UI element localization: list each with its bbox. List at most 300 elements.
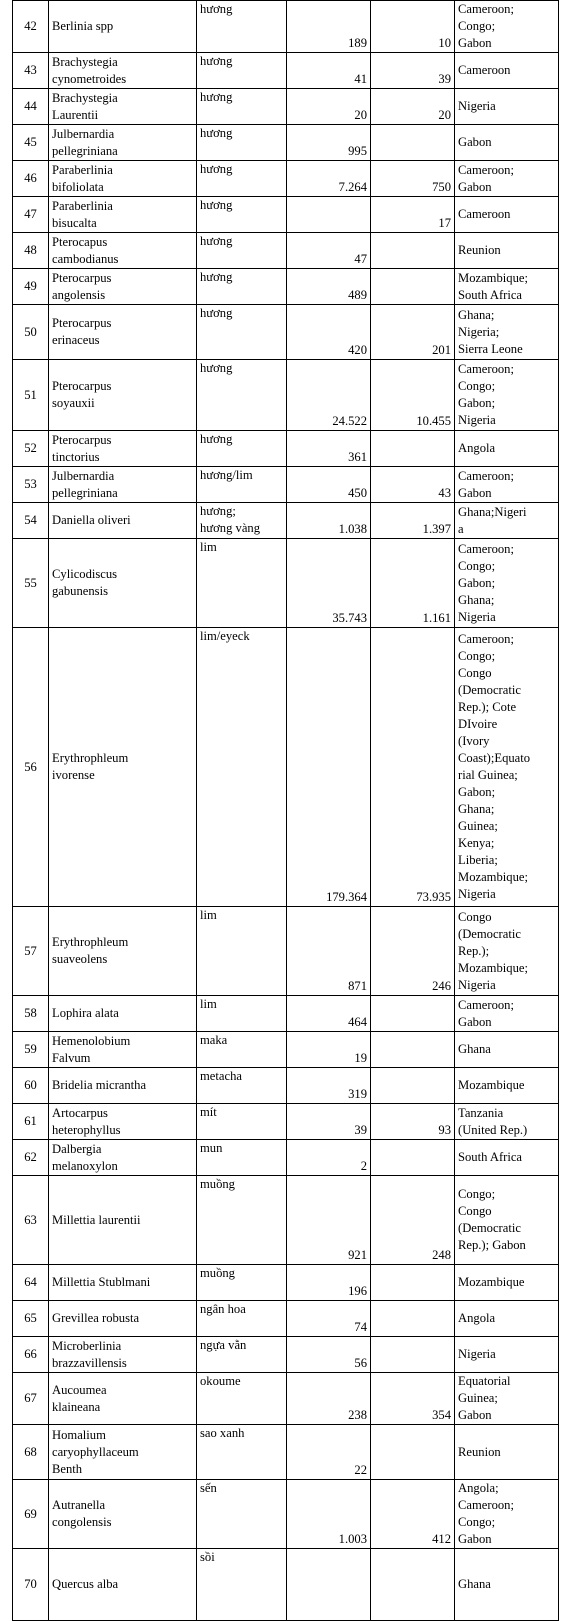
vietnamese-name-line: lim	[200, 908, 217, 922]
scientific-name-line: Berlinia spp	[52, 19, 114, 33]
country-line: Cameroon;	[458, 162, 514, 177]
row-number-cell: 49	[13, 269, 49, 305]
countries-cell	[455, 467, 559, 503]
row-number-cell: 52	[13, 431, 49, 467]
table-row	[13, 1, 559, 53]
country-line: Angola;	[458, 1481, 499, 1495]
scientific-name-line: caryophyllaceum	[52, 1444, 139, 1459]
scientific-name-line: Millettia laurentii	[52, 1212, 141, 1227]
table-row	[13, 53, 559, 89]
row-number-cell: 54	[13, 503, 49, 539]
scientific-name-cell	[49, 1032, 197, 1068]
row-number-cell: 62	[13, 1140, 49, 1176]
species-table-body	[13, 1, 559, 1621]
scientific-name-cell	[49, 628, 197, 907]
country-line: Nigeria	[458, 99, 496, 113]
country-line: Gabon	[458, 485, 492, 500]
scientific-name-line: Paraberlinia	[52, 198, 113, 213]
vietnamese-name-line: hương	[200, 2, 233, 16]
country-line: (Democratic	[458, 683, 521, 697]
country-line: Reunion	[458, 243, 501, 257]
scientific-name-line: Pterocarpus	[52, 270, 112, 285]
scientific-name-cell	[49, 89, 197, 125]
countries-cell	[455, 1068, 559, 1104]
scientific-name-line: melanoxylon	[52, 1158, 118, 1173]
scientific-name-cell	[49, 1549, 197, 1621]
scientific-name-cell	[49, 1104, 197, 1140]
vietnamese-name-cell	[197, 89, 287, 125]
volume-value-cell: 189	[287, 1, 371, 53]
volume-value-cell: 2	[287, 1140, 371, 1176]
country-line: Guinea;	[458, 1391, 498, 1405]
value-cell: 17	[371, 197, 455, 233]
vietnamese-name-cell	[197, 1301, 287, 1337]
country-line: Cameroon;	[458, 362, 514, 376]
country-line: Mozambique	[458, 1078, 525, 1092]
country-line: Mozambique;	[458, 870, 528, 884]
scientific-name-line: Dalbergia	[52, 1141, 102, 1156]
country-line: Gabon	[458, 1014, 492, 1029]
country-line: Guinea;	[458, 819, 498, 833]
scientific-name-line: Benth	[52, 1461, 83, 1476]
table-row	[13, 996, 559, 1032]
country-line: Ghana	[458, 1042, 491, 1056]
table-row	[13, 1265, 559, 1301]
volume-value-cell: 871	[287, 907, 371, 996]
scientific-name-cell	[49, 53, 197, 89]
scientific-name-cell	[49, 269, 197, 305]
countries-cell	[455, 89, 559, 125]
row-number-cell: 63	[13, 1176, 49, 1265]
scientific-name-line: Autranella	[52, 1498, 106, 1512]
vietnamese-name-line: lim	[200, 540, 217, 554]
scientific-name-cell	[49, 305, 197, 360]
country-line: South Africa	[458, 1150, 523, 1164]
vietnamese-name-line: hương	[200, 270, 233, 284]
scientific-name-line: klaineana	[52, 1399, 101, 1414]
table-row	[13, 125, 559, 161]
volume-value-cell: 179.364	[287, 628, 371, 907]
row-number-cell: 51	[13, 360, 49, 431]
table-row	[13, 503, 559, 539]
scientific-name-cell	[49, 1, 197, 53]
country-line: Ghana;	[458, 802, 495, 816]
volume-value-cell	[287, 1549, 371, 1621]
countries-cell	[455, 161, 559, 197]
value-cell: 248	[371, 1176, 455, 1265]
country-line: Gabon	[458, 135, 492, 149]
volume-value-cell: 20	[287, 89, 371, 125]
scientific-name-line: pellegriniana	[52, 143, 118, 158]
country-line: (Ivory	[458, 734, 490, 748]
country-line: (Democratic	[458, 1221, 521, 1235]
table-row	[13, 1301, 559, 1337]
volume-value-cell: 464	[287, 996, 371, 1032]
vietnamese-name-cell	[197, 1337, 287, 1373]
value-cell	[371, 233, 455, 269]
scientific-name-line: suaveolens	[52, 952, 108, 966]
vietnamese-name-cell	[197, 431, 287, 467]
vietnamese-name-cell	[197, 1480, 287, 1549]
row-number-cell: 57	[13, 907, 49, 996]
value-cell: 43	[371, 467, 455, 503]
vietnamese-name-cell	[197, 53, 287, 89]
vietnamese-name-line: mun	[200, 1141, 223, 1155]
scientific-name-line: Brachystegia	[52, 90, 118, 105]
value-cell	[371, 1425, 455, 1480]
scientific-name-line: Daniella oliveri	[52, 513, 131, 527]
country-line: Gabon	[458, 1408, 492, 1422]
scientific-name-line: angolensis	[52, 287, 106, 302]
row-number-cell: 66	[13, 1337, 49, 1373]
table-row	[13, 1425, 559, 1480]
value-cell: 201	[371, 305, 455, 360]
scientific-name-cell	[49, 503, 197, 539]
countries-cell	[455, 907, 559, 996]
country-line: Reunion	[458, 1444, 501, 1459]
scientific-name-line: Julbernardia	[52, 126, 115, 141]
country-line: Congo;	[458, 1515, 496, 1529]
row-number-cell: 69	[13, 1480, 49, 1549]
vietnamese-name-line: sao xanh	[200, 1426, 245, 1440]
country-line: Rep.);	[458, 943, 490, 958]
species-table	[12, 0, 559, 1621]
country-line: Liberia;	[458, 853, 498, 867]
volume-value-cell: 995	[287, 125, 371, 161]
country-line: Congo	[458, 666, 492, 680]
table-row	[13, 539, 559, 628]
scientific-name-cell	[49, 197, 197, 233]
volume-value-cell	[287, 197, 371, 233]
value-cell	[371, 996, 455, 1032]
volume-value-cell: 196	[287, 1265, 371, 1301]
countries-cell	[455, 1373, 559, 1425]
vietnamese-name-cell	[197, 269, 287, 305]
countries-cell	[455, 360, 559, 431]
vietnamese-name-cell	[197, 503, 287, 539]
scientific-name-line: Erythrophleum	[52, 935, 129, 949]
row-number-cell: 48	[13, 233, 49, 269]
volume-value-cell: 22	[287, 1425, 371, 1480]
scientific-name-line: Laurentii	[52, 107, 99, 122]
row-number-cell: 67	[13, 1373, 49, 1425]
country-line: Gabon;	[458, 575, 496, 590]
vietnamese-name-line: hương	[200, 162, 233, 176]
country-line: a	[458, 521, 464, 536]
scientific-name-line: Lophira alata	[52, 1006, 119, 1020]
countries-cell	[455, 305, 559, 360]
country-line: Nigeria	[458, 887, 496, 901]
vietnamese-name-cell	[197, 1068, 287, 1104]
vietnamese-name-line: hương	[200, 306, 233, 320]
country-line: Cameroon	[458, 63, 511, 77]
country-line: Gabon;	[458, 785, 496, 799]
volume-value-cell: 489	[287, 269, 371, 305]
country-line: DIvoire	[458, 717, 498, 731]
scientific-name-cell	[49, 1265, 197, 1301]
table-row	[13, 1373, 559, 1425]
country-line: Congo;	[458, 1187, 496, 1201]
vietnamese-name-line: ngựa vằn	[200, 1338, 247, 1352]
vietnamese-name-cell	[197, 197, 287, 233]
country-line: Nigeria	[458, 413, 496, 427]
country-line: Mozambique	[458, 1275, 525, 1289]
scientific-name-cell	[49, 467, 197, 503]
value-cell	[371, 1549, 455, 1621]
row-number-cell: 53	[13, 467, 49, 503]
row-number-cell: 47	[13, 197, 49, 233]
scientific-name-line: tinctorius	[52, 449, 100, 464]
country-line: Ghana;	[458, 592, 495, 607]
scientific-name-line: Paraberlinia	[52, 162, 113, 177]
country-line: Rep.); Cote	[458, 700, 517, 714]
value-cell: 246	[371, 907, 455, 996]
scientific-name-cell	[49, 996, 197, 1032]
value-cell	[371, 1032, 455, 1068]
country-line: Tanzania	[458, 1105, 504, 1120]
table-row	[13, 269, 559, 305]
vietnamese-name-cell	[197, 1373, 287, 1425]
country-line: Congo	[458, 909, 492, 924]
scientific-name-line: Pterocapus	[52, 234, 108, 249]
table-row	[13, 1176, 559, 1265]
country-line: Coast);Equato	[458, 751, 531, 765]
row-number-cell: 68	[13, 1425, 49, 1480]
countries-cell	[455, 1549, 559, 1621]
value-cell	[371, 125, 455, 161]
value-cell	[371, 1265, 455, 1301]
value-cell	[371, 269, 455, 305]
vietnamese-name-line: hương	[200, 54, 233, 68]
volume-value-cell: 319	[287, 1068, 371, 1104]
country-line: Congo;	[458, 379, 496, 393]
row-number-cell: 64	[13, 1265, 49, 1301]
vietnamese-name-line: hương;	[200, 504, 236, 518]
row-number-cell: 45	[13, 125, 49, 161]
vietnamese-name-cell	[197, 360, 287, 431]
countries-cell	[455, 996, 559, 1032]
country-line: Cameroon	[458, 207, 511, 221]
value-cell: 20	[371, 89, 455, 125]
countries-cell	[455, 53, 559, 89]
scientific-name-cell	[49, 1068, 197, 1104]
country-line: Angola	[458, 1311, 496, 1325]
scientific-name-line: cynometroides	[52, 71, 127, 86]
countries-cell	[455, 1301, 559, 1337]
countries-cell	[455, 1480, 559, 1549]
vietnamese-name-cell	[197, 233, 287, 269]
table-row	[13, 1068, 559, 1104]
vietnamese-name-cell	[197, 467, 287, 503]
table-row	[13, 1140, 559, 1176]
scientific-name-line: Cylicodiscus	[52, 567, 118, 581]
row-number-cell: 50	[13, 305, 49, 360]
country-line: Angola	[458, 441, 496, 455]
countries-cell	[455, 1140, 559, 1176]
value-cell	[371, 431, 455, 467]
country-line: Cameroon;	[458, 1498, 514, 1512]
table-row	[13, 907, 559, 996]
scientific-name-cell	[49, 539, 197, 628]
table-row	[13, 1480, 559, 1549]
volume-value-cell: 361	[287, 431, 371, 467]
country-line: Mozambique;	[458, 270, 528, 285]
scientific-name-line: Brachystegia	[52, 54, 118, 69]
row-number-cell: 42	[13, 1, 49, 53]
value-cell: 73.935	[371, 628, 455, 907]
vietnamese-name-line: lim	[200, 997, 217, 1011]
table-row	[13, 467, 559, 503]
country-line: Congo;	[458, 558, 496, 573]
value-cell	[371, 1337, 455, 1373]
scientific-name-cell	[49, 125, 197, 161]
scientific-name-line: Grevillea robusta	[52, 1311, 140, 1325]
scientific-name-line: heterophyllus	[52, 1122, 121, 1137]
scientific-name-cell	[49, 1176, 197, 1265]
countries-cell	[455, 1265, 559, 1301]
scientific-name-line: congolensis	[52, 1515, 112, 1529]
vietnamese-name-cell	[197, 628, 287, 907]
vietnamese-name-line: okoume	[200, 1374, 241, 1388]
countries-cell	[455, 1032, 559, 1068]
row-number-cell: 58	[13, 996, 49, 1032]
vietnamese-name-line: muồng	[200, 1266, 235, 1280]
row-number-cell: 59	[13, 1032, 49, 1068]
value-cell: 412	[371, 1480, 455, 1549]
vietnamese-name-line: maka	[200, 1033, 228, 1047]
vietnamese-name-cell	[197, 907, 287, 996]
volume-value-cell: 47	[287, 233, 371, 269]
scientific-name-line: cambodianus	[52, 251, 119, 266]
country-line: Ghana	[458, 1577, 491, 1591]
value-cell: 93	[371, 1104, 455, 1140]
volume-value-cell: 7.264	[287, 161, 371, 197]
scientific-name-line: Falvum	[52, 1050, 91, 1065]
scientific-name-cell	[49, 431, 197, 467]
row-number-cell: 56	[13, 628, 49, 907]
vietnamese-name-line: lim/eyeck	[200, 629, 250, 643]
vietnamese-name-line: sồi	[200, 1550, 215, 1564]
countries-cell	[455, 1, 559, 53]
vietnamese-name-line: mít	[200, 1105, 217, 1119]
scientific-name-line: Aucoumea	[52, 1382, 107, 1397]
volume-value-cell: 35.743	[287, 539, 371, 628]
country-line: Cameroon;	[458, 2, 514, 16]
country-line: Nigeria	[458, 1347, 496, 1361]
scientific-name-cell	[49, 1480, 197, 1549]
country-line: Congo;	[458, 19, 496, 33]
scientific-name-line: Pterocarpus	[52, 379, 112, 393]
vietnamese-name-cell	[197, 1104, 287, 1140]
value-cell: 1.161	[371, 539, 455, 628]
country-line: Nigeria	[458, 609, 496, 624]
value-cell	[371, 1301, 455, 1337]
table-row	[13, 1337, 559, 1373]
countries-cell	[455, 503, 559, 539]
country-line: Rep.); Gabon	[458, 1238, 526, 1252]
row-number-cell: 44	[13, 89, 49, 125]
scientific-name-cell	[49, 360, 197, 431]
scientific-name-line: brazzavillensis	[52, 1355, 127, 1370]
row-number-cell: 70	[13, 1549, 49, 1621]
scientific-name-line: Hemenolobium	[52, 1033, 131, 1048]
scientific-name-line: Pterocarpus	[52, 432, 112, 447]
scientific-name-line: soyauxii	[52, 396, 95, 410]
table-row	[13, 1549, 559, 1621]
country-line: rial Guinea;	[458, 768, 518, 782]
vietnamese-name-cell	[197, 1549, 287, 1621]
countries-cell	[455, 1104, 559, 1140]
vietnamese-name-cell	[197, 1, 287, 53]
volume-value-cell: 24.522	[287, 360, 371, 431]
country-line: Gabon;	[458, 396, 496, 410]
table-row	[13, 360, 559, 431]
scientific-name-line: Erythrophleum	[52, 751, 129, 765]
country-line: (United Rep.)	[458, 1122, 528, 1137]
countries-cell	[455, 431, 559, 467]
scientific-name-cell	[49, 1140, 197, 1176]
table-row	[13, 197, 559, 233]
country-line: Cameroon;	[458, 541, 514, 556]
volume-value-cell: 1.003	[287, 1480, 371, 1549]
country-line: Cameroon;	[458, 997, 514, 1012]
row-number-cell: 60	[13, 1068, 49, 1104]
vietnamese-name-line: hương	[200, 198, 233, 212]
volume-value-cell: 450	[287, 467, 371, 503]
vietnamese-name-cell	[197, 125, 287, 161]
scientific-name-line: erinaceus	[52, 333, 100, 347]
country-line: Cameroon;	[458, 468, 514, 483]
country-line: South Africa	[458, 287, 523, 302]
country-line: (Democratic	[458, 926, 521, 941]
scientific-name-line: Pterocarpus	[52, 316, 112, 330]
table-row	[13, 1104, 559, 1140]
row-number-cell: 55	[13, 539, 49, 628]
scientific-name-cell	[49, 907, 197, 996]
vietnamese-name-cell	[197, 996, 287, 1032]
row-number-cell: 65	[13, 1301, 49, 1337]
country-line: Nigeria	[458, 977, 496, 992]
countries-cell	[455, 233, 559, 269]
vietnamese-name-line: metacha	[200, 1069, 242, 1083]
vietnamese-name-line: hương	[200, 432, 233, 446]
scientific-name-line: pellegriniana	[52, 485, 118, 500]
countries-cell	[455, 125, 559, 161]
countries-cell	[455, 197, 559, 233]
scientific-name-line: Microberlinia	[52, 1338, 122, 1353]
value-cell: 1.397	[371, 503, 455, 539]
vietnamese-name-line: hương vàng	[200, 521, 261, 535]
vietnamese-name-line: sến	[200, 1481, 217, 1495]
row-number-cell: 43	[13, 53, 49, 89]
row-number-cell: 46	[13, 161, 49, 197]
value-cell: 10.455	[371, 360, 455, 431]
country-line: Gabon	[458, 179, 492, 194]
volume-value-cell: 41	[287, 53, 371, 89]
scientific-name-line: Artocarpus	[52, 1105, 108, 1120]
scientific-name-line: Quercus alba	[52, 1577, 119, 1591]
volume-value-cell: 921	[287, 1176, 371, 1265]
scientific-name-line: Homalium	[52, 1427, 106, 1442]
scientific-name-cell	[49, 1301, 197, 1337]
volume-value-cell: 1.038	[287, 503, 371, 539]
table-row	[13, 233, 559, 269]
vietnamese-name-line: hương/lim	[200, 468, 253, 482]
table-row	[13, 1032, 559, 1068]
volume-value-cell: 39	[287, 1104, 371, 1140]
country-line: Gabon	[458, 1532, 492, 1546]
country-line: Sierra Leone	[458, 341, 523, 356]
